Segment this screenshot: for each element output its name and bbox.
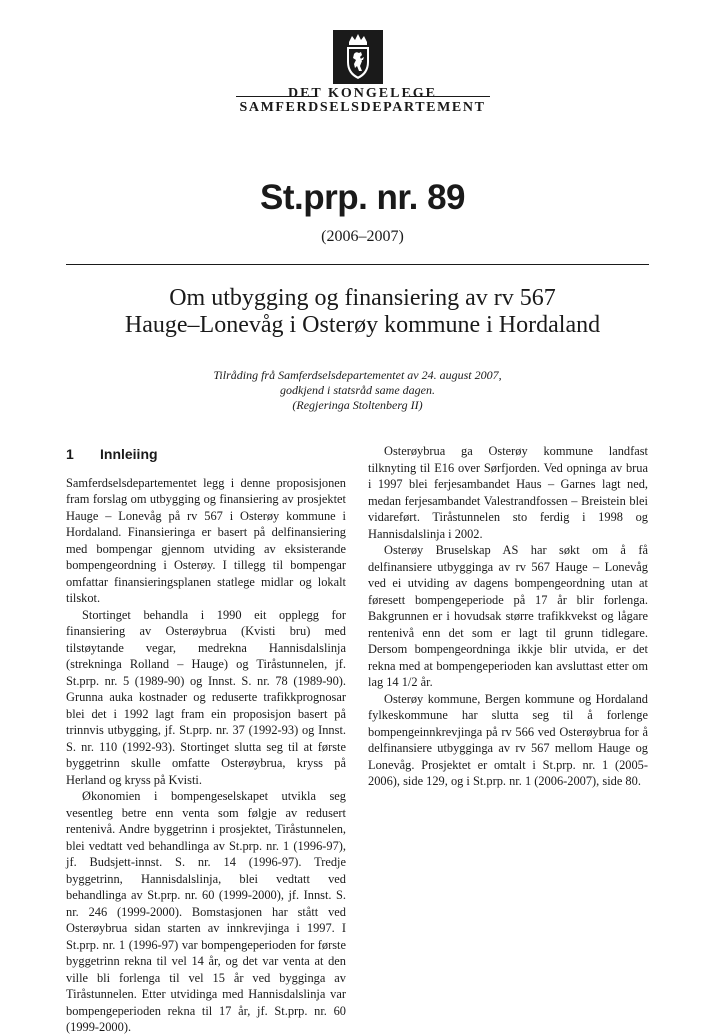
document-title bbox=[40, 285, 685, 339]
right-column bbox=[368, 443, 648, 790]
paragraph-1: Samferdselsdepartementet legg i denne proposisjonen fram forslag om utbygging og finansiering av prosjektet Hauge – Lonevåg på rv 567 i Osterøy kommune i Hordaland. Finansieringa er basert på delfinansiering med bompengar gjennom utviding av eksisterande bompengeordning i Osterøy. I tillegg til bompengar omfattar finansieringsplanen statlege midlar og lokalt tilskot. bbox=[66, 475, 346, 605]
paragraph-6: Osterøy kommune, Bergen kommune og Hordaland fylkeskommune har slutta seg til å forlenge bompengeinnkrevjinga på rv 566 ved Osterøybrua for å delfinansiere utbygginga av rv 567 mellom Hauge og Lonevåg. Prosjektet er omtalt i St.prp. nr. 1 (2005-2006), side 129, og i St.prp. nr. 1 (2006-2007), side 80. bbox=[368, 691, 648, 788]
paragraph-5: Osterøy Bruselskap AS har søkt om å få delfinansiere utbygginga av rv 567 Hauge – Lonevåg ved ei utviding av dagens bompengeordning utan at føresett bompengeperiode på 17 år blir forlenga. Bakgrunnen er i hovudsak større trafikkvekst og lågare rentenivå enn det som er lagt til grunn tidlegare. Dersom bompengeordninga ikkje blir utvida, er det rekna med at bompengeperioden kan avsluttast etter om lag 14 1/2 år. bbox=[368, 543, 648, 689]
section-heading bbox=[66, 446, 346, 463]
left-column bbox=[66, 446, 346, 1034]
document-title-line2: Hauge–Lonevåg i Osterøy kommune i Hordaland bbox=[124, 312, 601, 338]
paragraph-4: Osterøybrua ga Osterøy kommune landfast tilknyting til E16 over Sørfjorden. Ved opninga av brua i 1997 blei ferjesambandet Haus – Garnes lagt ned, medan ferjesambandet Valestrandfossen – Breistein blei vidareført. Tiråstunnelen sto ferdig i 1998 og Hannisdalslinja i 2002. bbox=[368, 444, 648, 541]
recommendation-line1: Tilråding frå Samferdselsdepartementet av 24. august 2007, bbox=[213, 368, 502, 382]
section-title: Innleiing bbox=[100, 446, 158, 462]
section-number: 1 bbox=[66, 446, 74, 462]
document-title-line1: Om utbygging og finansiering av rv 567 bbox=[169, 285, 556, 311]
paragraph-3: Økonomien i bompengeselskapet utvikla seg vesentleg betre enn venta som følgje av redusert rentenivå. Andre byggetrinn i prosjektet, Tiråstunnelen, blei vedtatt ved behandlinga av St.prp. nr. 1 (1996-97), jf. Budsjett-innst. S. nr. 14 (1996-97). Tredje byggetrinn, Hannisdalslinja, blei vedtatt ved behandlinga av St.prp. nr. 60 (1999-2000), jf. Innst. S. nr. 246 (1999-2000). Bomstasjonen har stått ved Osterøybrua sidan starten av innkrevjinga i 1997. I St.prp. nr. 1 (1996-97) var bompengeperioden for første byggetrinn rekna til vel 14 år, og det var venta at den ville bli forlenga til vel 15 år ved bygginga av Tiråstunnelen. Etter utvidinga med Hannisdalslinja var bompengeperioden rekna til 17 år, jf. St.prp. nr. 60 (1999-2000). bbox=[66, 789, 346, 1034]
coat-of-arms-logo bbox=[333, 30, 383, 84]
document-session: (2006–2007) bbox=[321, 228, 404, 245]
recommendation-line2: godkjend i statsråd same dagen. bbox=[280, 383, 435, 397]
recommendation-line3: (Regjeringa Stoltenberg II) bbox=[292, 398, 423, 412]
recommendation-note bbox=[100, 368, 615, 413]
document-number: St.prp. nr. 89 bbox=[260, 178, 465, 217]
coat-of-arms-icon bbox=[333, 30, 383, 84]
paragraph-2: Stortinget behandla i 1990 eit opplegg for finansiering av Osterøybrua (Kvisti bru) med tilstøytande vegar, medrekna Hannisdalslinja (strekninga Rolland – Hauge) og Tiråstunnelen, jf. St.prp. nr. 5 (1989-90) og Innst. S. nr. 78 (1989-90). Grunna auka kostnader og reduserte trafikkprognosar blei det i 1992 lagt fram ein proposisjon basert på trinnvis utbygging, jf. St.prp. nr. 37 (1992-93) og Innst. S. nr. 110 (1992-93). Stortinget slutta seg til at første byggetrinn skulle omfatte Osterøybrua, kryss på Herland og kryss på Kvisti. bbox=[66, 607, 346, 787]
title-divider bbox=[66, 264, 649, 265]
department-name-line1: DET KONGELEGE bbox=[287, 86, 438, 101]
department-name-line2: SAMFERDSELSDEPARTEMENT bbox=[239, 100, 486, 115]
